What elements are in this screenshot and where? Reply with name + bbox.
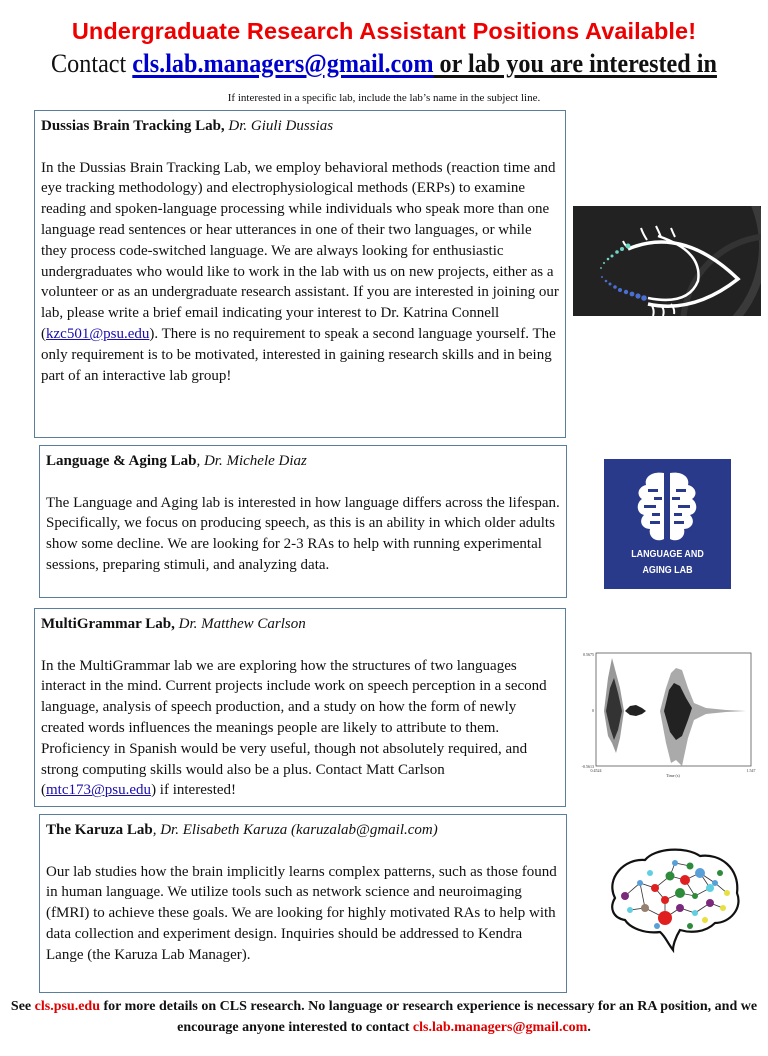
lab-heading [46,451,560,472]
footer-email-link[interactable]: cls.lab.managers@gmail.com [412,1019,588,1035]
lab-card-dussias [34,110,566,438]
network-brain-illustration [595,838,750,968]
y-zero-label: 0 [592,708,594,713]
contact-suffix: or lab you are interested in [433,49,717,78]
contact-email-link[interactable]: kzc501@psu.edu [46,325,150,342]
lab-description [41,158,559,387]
lab-heading [46,820,560,841]
y-min-label: -0.5613 [581,764,594,769]
eye-tracking-illustration [573,206,761,316]
language-aging-lab-logo [604,459,731,589]
waveform-icon [576,648,768,780]
brain-icon [604,463,731,558]
page-title: Undergraduate Research Assistant Positions Available! [71,18,697,44]
speech-waveform-figure [576,648,768,780]
lab-heading [41,116,559,137]
eye-icon [573,206,761,316]
lab-description: Our lab studies how the brain implicitly learns complex patterns, such as those found in human language. We utilize tools such as network science and neuroimaging (fMRI) to achieve these goals. We are looking for highly motivated RAs to help with data collection and experiment design. Inquiries should be addressed to Kendra Lange (the Karuza Lab Manager). [46,863,557,963]
footer-text: for more details on CLS research. No language or research experience is necessary for an RA position, and we encourage anyone interested to contact [100,999,758,1035]
cls-website-link[interactable]: cls.psu.edu [34,999,100,1014]
lab-name: Language & Aging Lab [46,453,197,469]
x-max-label: 1.547 [746,768,756,773]
lab-pi: Dr. Giuli Dussias [224,118,334,134]
x-min-label: 0.4524 [590,768,602,773]
logo-text-line2: AGING LAB [642,564,693,576]
lab-description-text: In the Dussias Brain Tracking Lab, we employ behavioral methods (reaction time and eye tracking methodology) and electrophysiological methods (ERPs) to examine reading and spoken-language processing while individuals who speak more than one language read sentences or hear utterances in one of their two languages, or while they process code-switched language. We are always looking for enthusiastic undergraduates who would like to work in the lab with us on new projects, either as a volunteer or as an undergraduate research assistant. If you are interested in joining our lab, please write a brief email indicating your interest to Dr. Katrina Connell ( [41,159,559,342]
lab-card-karuza [39,814,567,993]
lab-name: The Karuza Lab [46,822,153,838]
footer-period: . [587,1019,591,1035]
lab-pi: , Dr. Elisabeth Karuza (karuzalab@gmail.com) [152,822,438,838]
lab-heading [41,614,559,635]
lab-card-multigrammar [34,608,566,807]
y-max-label: 0.5675 [583,652,594,657]
contact-line [27,47,741,81]
lab-description [41,656,559,802]
footer-note [10,997,758,1038]
footer-see: See [10,999,35,1014]
lab-name: Dussias Brain Tracking Lab, [41,118,225,134]
network-brain-icon [595,838,750,968]
lab-description-text-end: ). There is no requirement to speak a second language yourself. The only requirement is to be motivated, interested in gaining research skills and in being part of an interactive lab group! [41,325,556,384]
logo-text-line1: LANGUAGE AND [631,548,704,560]
contact-email-link[interactable]: mtc173@psu.edu [46,782,152,799]
lab-pi: , Dr. Michele Diaz [196,453,307,469]
lab-description-text: In the MultiGrammar lab we are exploring how the structures of two languages interact in the mind. Current projects include work on speech perception in a second language, analysis of speech production, and a study on how the form of newly created words influences the meanings people are likely to attribute to them. Proficiency in Spanish would be very useful, though not absolutely required, and strong computing skills would also be a plus. Contact Matt Carlson ( [41,657,547,799]
x-axis-label: Time (s) [666,773,680,778]
lab-name: MultiGrammar Lab, [41,616,175,632]
lab-description-text-end: ) if interested! [151,782,237,799]
contact-email-link[interactable]: cls.lab.managers@gmail.com [132,49,434,78]
contact-prefix: Contact [51,49,133,78]
subject-line-note: If interested in a specific lab, include the lab’s name in the subject line. [227,92,541,104]
lab-description: The Language and Aging lab is interested in how language differs across the lifespan. Specifically, we focus on producing speech, as this is an ability in which older adults show some decline. We are looking for 2-3 RAs to help with running experimental sessions, preparing stimuli, and analyzing data. [46,494,560,573]
lab-card-language-aging [39,445,567,598]
lab-pi: Dr. Matthew Carlson [174,616,306,632]
